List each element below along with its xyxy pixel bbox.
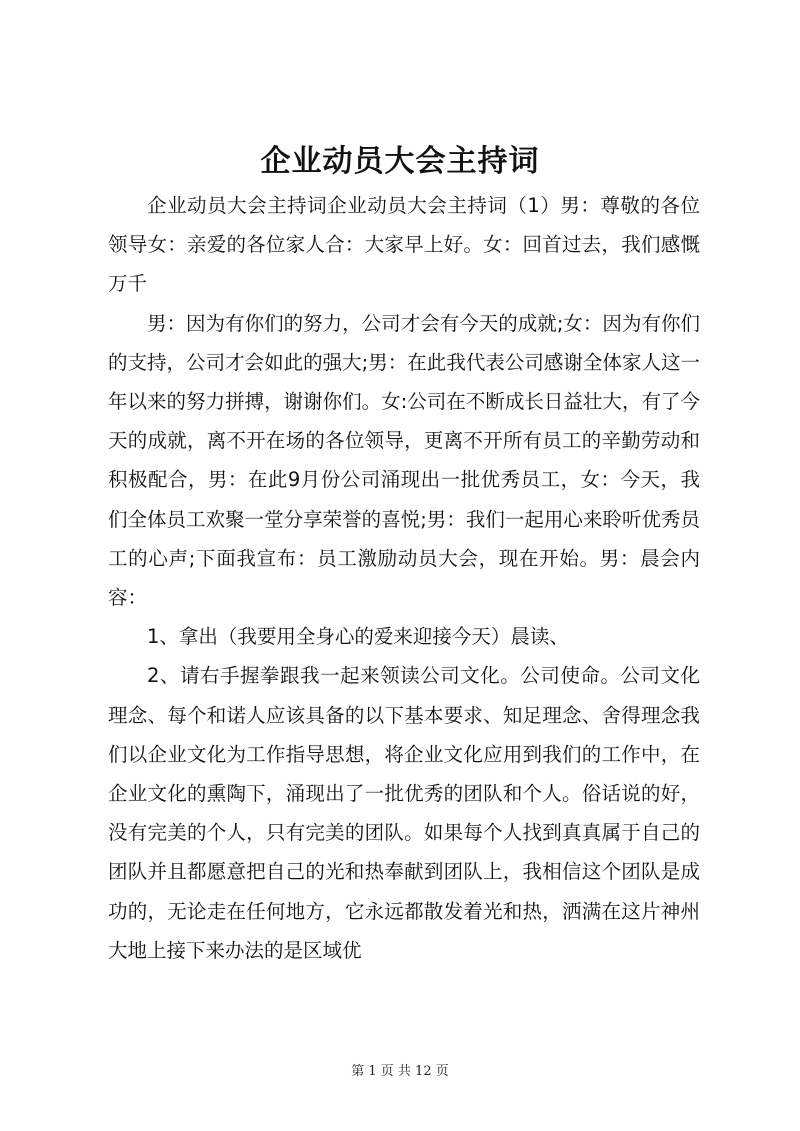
document-title: 企业动员大会主持词 (260, 144, 540, 179)
paragraph-item-2: 2、请右手握拳跟我一起来领读公司文化。公司使命。公司文化理念、每个和诺人应该具备的以下基本要求、知足理念、舍得理念我们以企业文化为工作指导思想，将企业文化应用到我们的工作中，在企业文化的熏陶下，涌现出了一批优秀的团队和个人。俗话说的好，没有完美的个人，只有完美的团队。如果每个人找到真真属于自己的团队并且都愿意把自己的光和热奉献到团队上，我相信这个团队是成功的，无论走在任何地方，它永远都散发着光和热，洒满在这片神州大地上接下来办法的是区域优 (108, 664, 700, 962)
page-number-footer: 第 1 页 共 12 页 (351, 1064, 449, 1079)
paragraph-opening: 企业动员大会主持词企业动员大会主持词（1）男：尊敬的各位领导女：亲爱的各位家人合：大家早上好。女：回首过去，我们感慨万千 (108, 194, 700, 296)
paragraph-item-1: 1、拿出（我要用全身心的爱来迎接今天）晨读、 (147, 625, 569, 649)
document-body (108, 186, 700, 970)
paragraph-dialogue: 男：因为有你们的努力，公司才会有今天的成就;女：因为有你们的支持，公司才会如此的强大;男：在此我代表公司感谢全体家人这一年以来的努力拼搏，谢谢你们。女:公司在不断成长日益壮大，有了今天的成就，离不开在场的各位领导，更离不开所有员工的辛勤劳动和积极配合，男：在此9月份公司涌现出一批优秀员工，女：今天，我们全体员工欢聚一堂分享荣誉的喜悦;男：我们一起用心来聆听优秀员工的心声;下面我宣布：员工激励动员大会，现在开始。男：晨会内容： (108, 311, 700, 610)
